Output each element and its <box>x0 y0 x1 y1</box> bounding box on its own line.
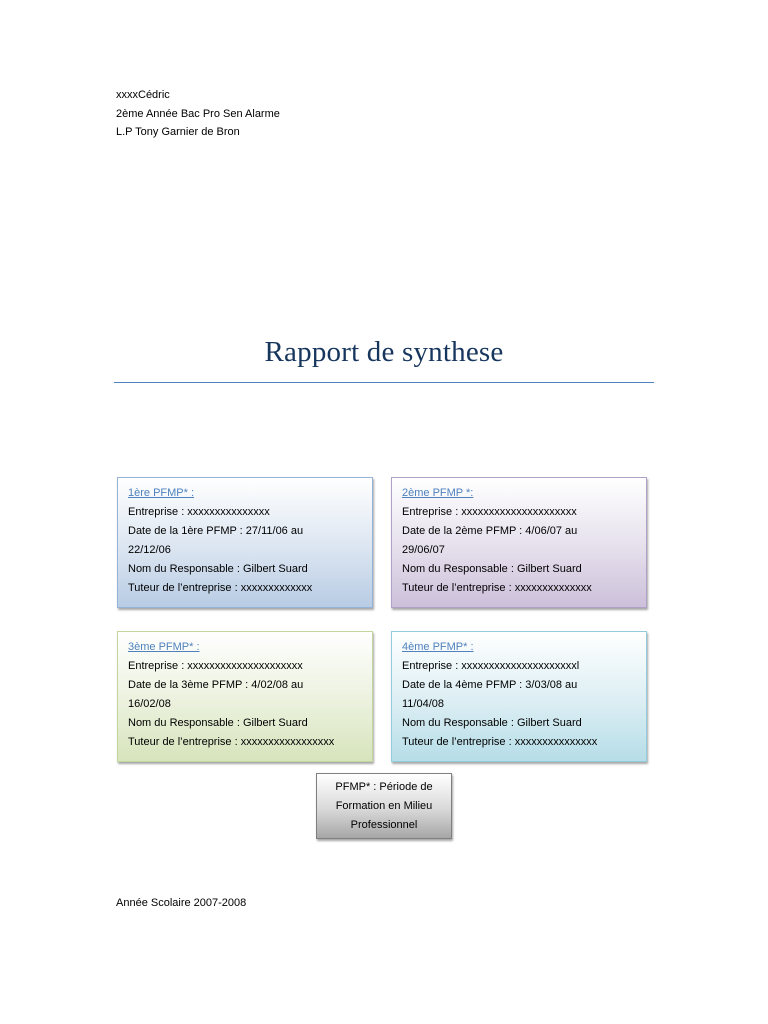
card-title: 1ère PFMP* : <box>128 487 195 499</box>
card-date: Date de la 4ème PFMP : 3/03/08 au <box>402 679 578 691</box>
card-entreprise: Entreprise : xxxxxxxxxxxxxxxxxxxxxl <box>402 660 580 672</box>
title-underline <box>114 382 654 383</box>
card-title: 2ème PFMP *: <box>402 487 474 499</box>
card-date: Date de la 2ème PFMP : 4/06/07 au <box>402 525 578 537</box>
student-info <box>116 86 280 142</box>
card-date: Date de la 1ère PFMP : 27/11/06 au <box>128 525 304 537</box>
student-class: 2ème Année Bac Pro Sen Alarme <box>116 107 280 120</box>
card-title: 4ème PFMP* : <box>402 641 474 653</box>
card-responsable: Nom du Responsable : Gilbert Suard <box>402 717 582 729</box>
card-tuteur: Tuteur de l’entreprise : xxxxxxxxxxxxxx <box>402 582 592 594</box>
card-tuteur: Tuteur de l’entreprise : xxxxxxxxxxxxxxx <box>402 736 598 748</box>
card-date-end: 16/02/08 <box>128 698 171 710</box>
card-responsable: Nom du Responsable : Gilbert Suard <box>128 717 308 729</box>
card-entreprise: Entreprise : xxxxxxxxxxxxxxxxxxxxx <box>128 660 303 672</box>
document-title: Rapport de synthese <box>264 336 504 368</box>
legend-line: Formation en Milieu <box>335 800 433 812</box>
pfmp-card-2 <box>391 477 647 608</box>
pfmp-legend <box>316 773 452 839</box>
school-name: L.P Tony Garnier de Bron <box>116 126 240 138</box>
card-entreprise: Entreprise : xxxxxxxxxxxxxxx <box>128 506 270 518</box>
pfmp-card-3 <box>117 631 373 762</box>
legend-line: Professionnel <box>350 819 418 831</box>
pfmp-card-1 <box>117 477 373 608</box>
card-date-end: 11/04/08 <box>402 698 445 710</box>
student-name: xxxxCédric <box>116 89 170 101</box>
card-date: Date de la 3ème PFMP : 4/02/08 au <box>128 679 304 691</box>
card-date-end: 29/06/07 <box>402 544 445 556</box>
card-entreprise: Entreprise : xxxxxxxxxxxxxxxxxxxxx <box>402 506 577 518</box>
school-year: Année Scolaire 2007-2008 <box>116 897 247 909</box>
legend-line: PFMP* : Période de <box>335 781 433 793</box>
card-tuteur: Tuteur de l’entreprise : xxxxxxxxxxxxxxxxx <box>128 736 335 748</box>
card-responsable: Nom du Responsable : Gilbert Suard <box>402 563 582 575</box>
card-title: 3ème PFMP* : <box>128 641 200 653</box>
pfmp-card-4 <box>391 631 647 762</box>
card-tuteur: Tuteur de l’entreprise : xxxxxxxxxxxxx <box>128 582 313 594</box>
card-date-end: 22/12/06 <box>128 544 171 556</box>
card-responsable: Nom du Responsable : Gilbert Suard <box>128 563 308 575</box>
